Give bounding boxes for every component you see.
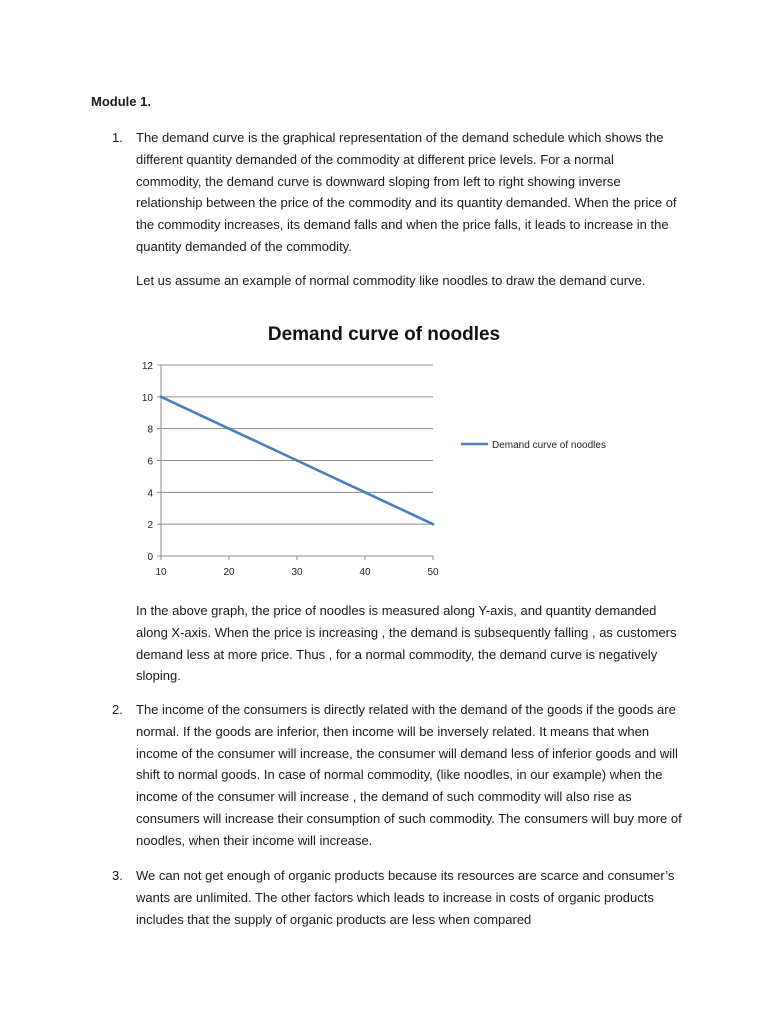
- legend-label-0: Demand curve of noodles: [492, 440, 606, 451]
- chart-title: Demand curve of noodles: [267, 324, 501, 345]
- chart-ticks: [142, 361, 439, 578]
- list-number-2: 2.: [112, 702, 123, 717]
- chart-grid: [161, 365, 433, 524]
- data-point-0-3: [364, 491, 367, 494]
- x-tick-label-20: 20: [223, 567, 235, 578]
- x-tick-label-40: 40: [359, 567, 371, 578]
- y-tick-label-2: 2: [147, 520, 153, 532]
- x-tick-label-30: 30: [291, 567, 303, 578]
- graph-explanation-paragraph: In the above graph, the price of noodles is measured along Y-axis, and quantity demanded along X-axis. When the price is increasing , the demand is subsequently falling , as customers demand less at more price. Thus , for a normal commodity, the demand curve is negatively sloping.: [136, 603, 677, 684]
- list-item-3: [112, 865, 682, 930]
- x-tick-label-50: 50: [427, 567, 439, 578]
- x-tick-label-10: 10: [155, 567, 167, 578]
- y-tick-label-0: 0: [147, 552, 153, 563]
- list-text-1: The demand curve is the graphical representation of the demand schedule which shows the different quantity demanded of the commodity at different price levels. For a normal commodity, the demand curve is downward sloping from left to right showing inverse relationship between the price of the commodity and its quantity demanded. When the price of the commodity increases, its demand falls and when the price falls, it leads to increase in the quantity demanded of the commodity.: [136, 130, 677, 254]
- y-tick-label-4: 4: [147, 488, 153, 500]
- list-number-3: 3.: [112, 868, 123, 883]
- list-item-2: [112, 699, 682, 852]
- list-number-1: 1.: [112, 130, 123, 145]
- y-tick-label-6: 6: [147, 456, 153, 468]
- list-text-2: The income of the consumers is directly related with the demand of the goods if the goods are normal. If the goods are inferior, then income will be inversely related. It means that when income of the consumer will increase, the consumer will demand less of inferior goods and will shift to normal goods. In case of normal commodity, (like noodles, in our example) when the income of the consumer will increase , the demand of such commodity will also rise as consumers will increase their consumption of such commodity. The consumers will buy more of noodles, when their income will increase.: [136, 702, 682, 848]
- data-point-0-2: [296, 459, 299, 462]
- chart-legend: [461, 440, 606, 451]
- list-text-3: We can not get enough of organic products because its resources are scarce and consumer’s wants are unlimited. The other factors which leads to increase in costs of organic products includes that the supply of organic products are less when compared: [136, 868, 675, 927]
- data-point-0-4: [432, 523, 435, 526]
- data-point-0-1: [228, 427, 231, 430]
- data-point-0-0: [160, 396, 163, 399]
- module-heading: Module 1.: [91, 94, 151, 109]
- y-tick-label-12: 12: [141, 361, 153, 372]
- assumption-paragraph: Let us assume an example of normal commodity like noodles to draw the demand curve.: [136, 273, 646, 288]
- y-tick-label-10: 10: [141, 392, 153, 404]
- y-tick-label-8: 8: [147, 424, 153, 436]
